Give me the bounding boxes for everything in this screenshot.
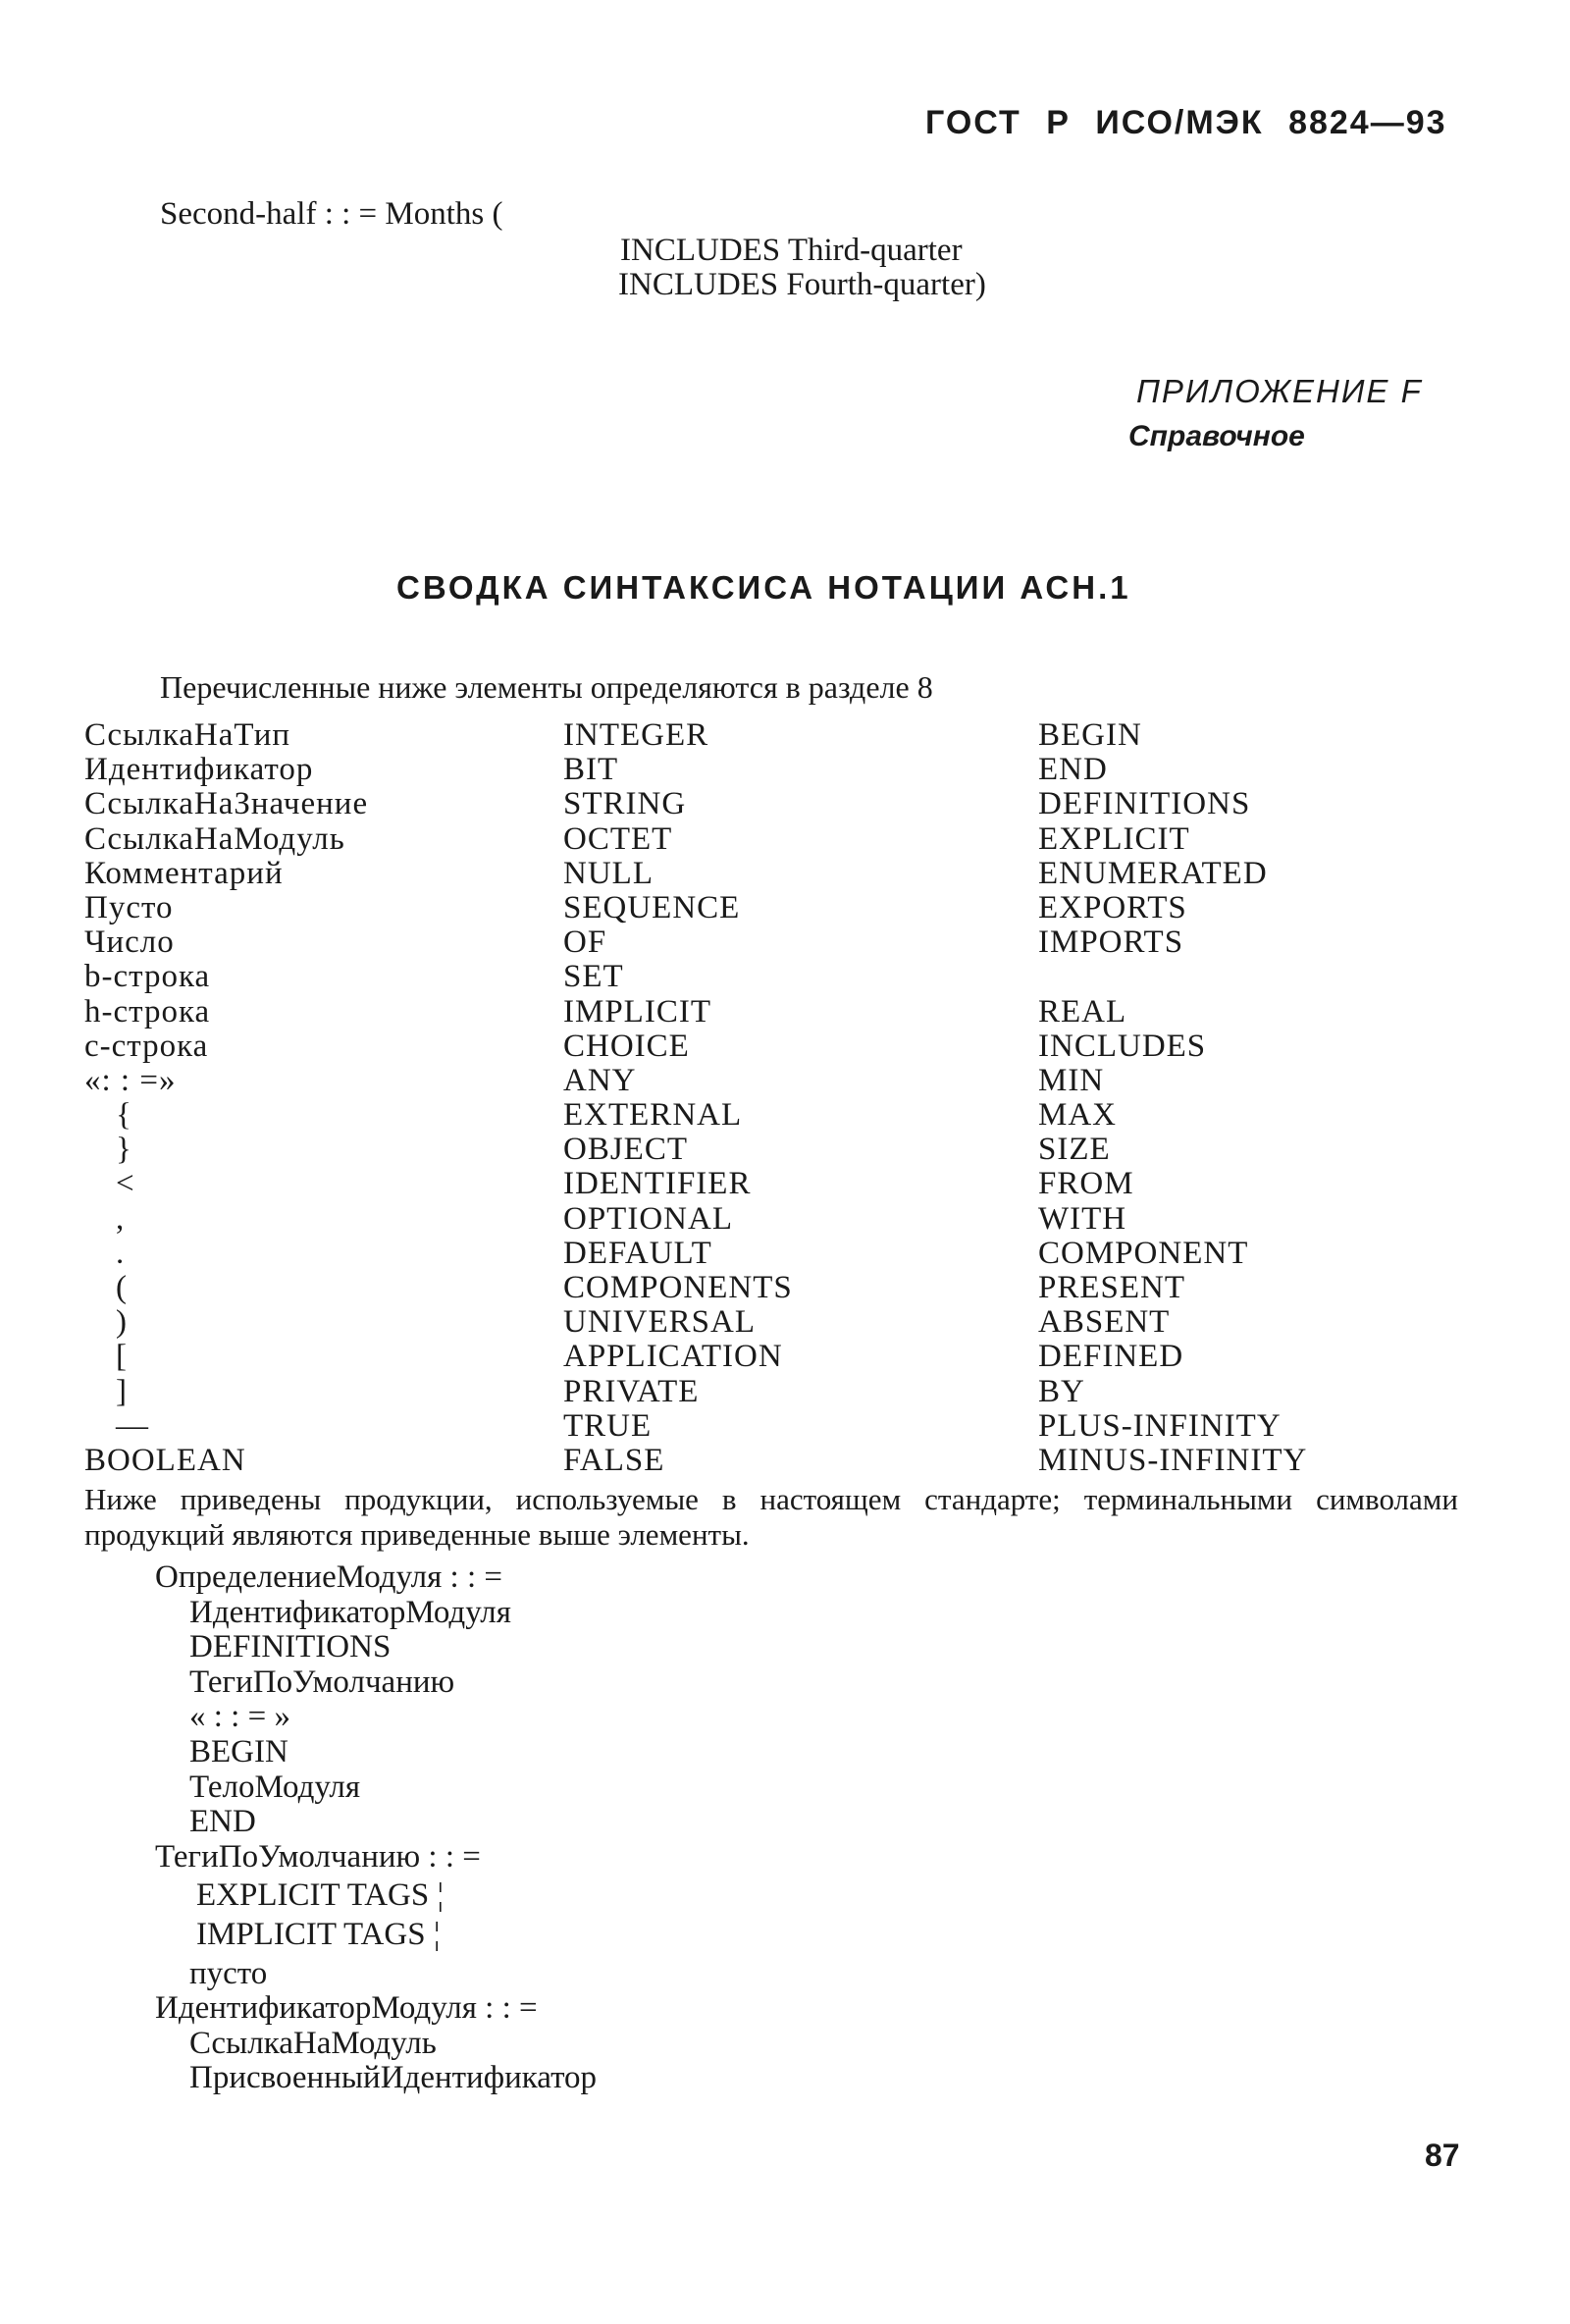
list-item: PRESENT	[1038, 1270, 1186, 1305]
list-item: ANY	[563, 1062, 637, 1098]
production-item: BEGIN	[189, 1733, 288, 1769]
list-item: INTEGER	[563, 717, 709, 753]
production-item: ИдентификаторМодуля	[189, 1594, 511, 1630]
production-item: ТегиПоУмолчанию	[189, 1664, 455, 1700]
second-half-includes-fourth: INCLUDES Fourth-quarter)	[618, 267, 986, 302]
list-item: COMPONENTS	[563, 1270, 793, 1305]
production-item: ПрисвоенныйИдентификатор	[189, 2060, 598, 2096]
list-item: СсылкаНаМодуль	[84, 820, 345, 857]
list-item: ENUMERATED	[1038, 855, 1268, 891]
list-item: EXPORTS	[1038, 889, 1187, 925]
list-item: EXPLICIT	[1038, 820, 1190, 857]
list-item: ,	[116, 1200, 126, 1237]
list-item: —	[116, 1407, 149, 1444]
list-item: (	[116, 1270, 128, 1305]
list-item: SET	[563, 959, 624, 995]
list-item: CHOICE	[563, 1028, 690, 1064]
production-module-identifier: ИдентификаторМодуля : : =	[155, 1990, 538, 2027]
list-item: <	[116, 1166, 135, 1202]
elements-column-2	[563, 718, 793, 1478]
list-item: FROM	[1038, 1166, 1134, 1202]
list-item: TRUE	[563, 1407, 653, 1444]
list-item: с-строка	[84, 1028, 209, 1064]
section-title: СВОДКА СИНТАКСИСА НОТАЦИИ АСН.1	[396, 569, 1131, 606]
production-item: пусто	[189, 1955, 268, 1991]
list-item: REAL	[1038, 993, 1127, 1030]
list-item: ]	[116, 1373, 128, 1409]
list-item: Число	[84, 924, 175, 961]
list-item: BY	[1038, 1373, 1085, 1409]
list-item: DEFAULT	[563, 1235, 712, 1271]
list-item: OPTIONAL	[563, 1200, 733, 1237]
list-item: FALSE	[563, 1442, 665, 1478]
list-item: IMPLICIT	[563, 993, 711, 1030]
list-item: {	[116, 1097, 132, 1134]
list-item: DEFINED	[1038, 1339, 1184, 1375]
list-item: COMPONENT	[1038, 1235, 1249, 1271]
list-item: BOOLEAN	[84, 1442, 246, 1478]
production-tag-default: ТегиПоУмолчанию : : =	[155, 1838, 481, 1875]
list-item: [	[116, 1339, 128, 1375]
production-item: DEFINITIONS	[189, 1629, 392, 1665]
intro-text: Перечисленные ниже элементы определяются в разделе 8	[160, 669, 933, 705]
list-item: }	[116, 1132, 132, 1168]
list-item: STRING	[563, 786, 687, 822]
list-item: IMPORTS	[1038, 924, 1184, 961]
list-item: СсылкаНаЗначение	[84, 786, 369, 822]
list-item: UNIVERSAL	[563, 1304, 756, 1341]
list-item: BEGIN	[1038, 717, 1142, 753]
page-number: 87	[1425, 2138, 1460, 2173]
list-item: Пусто	[84, 889, 174, 925]
document-header: ГОСТ Р ИСО/МЭК 8824—93	[925, 104, 1447, 141]
second-half-line: Second-half : : = Months (	[160, 196, 503, 232]
list-item: OF	[563, 924, 607, 961]
production-item: IMPLICIT TAGS ¦	[196, 1916, 441, 1952]
elements-column-3	[1038, 718, 1307, 1478]
production-item: ТелоМодуля	[189, 1769, 361, 1805]
appendix-subtitle: Справочное	[1128, 420, 1305, 452]
list-item: Идентификатор	[84, 752, 314, 788]
list-item: INCLUDES	[1038, 1028, 1207, 1064]
list-item: BIT	[563, 752, 619, 788]
production-item: « : : = »	[189, 1699, 290, 1735]
list-item: END	[1038, 752, 1108, 788]
second-half-includes-third: INCLUDES Third-quarter	[620, 233, 963, 268]
list-item: APPLICATION	[563, 1339, 783, 1375]
production-item: EXPLICIT TAGS ¦	[196, 1877, 445, 1914]
list-item: h-строка	[84, 993, 211, 1030]
list-item	[1038, 960, 1307, 994]
list-item: СсылкаНаТип	[84, 717, 291, 753]
list-item: OCTET	[563, 820, 673, 857]
list-item: OBJECT	[563, 1132, 689, 1168]
list-item: SIZE	[1038, 1132, 1111, 1168]
production-item: СсылкаНаМодуль	[189, 2025, 437, 2061]
list-item: IDENTIFIER	[563, 1166, 752, 1202]
list-item: MIN	[1038, 1062, 1105, 1098]
list-item: PLUS-INFINITY	[1038, 1407, 1282, 1444]
list-item: MAX	[1038, 1097, 1118, 1134]
list-item: Комментарий	[84, 855, 284, 891]
productions-paragraph: Ниже приведены продукции, используемые в настоящем стандарте; терминальными символами продукций являются приведенные выше элементы.	[84, 1482, 1458, 1552]
list-item: WITH	[1038, 1200, 1127, 1237]
list-item: DEFINITIONS	[1038, 786, 1251, 822]
list-item: «: : =»	[84, 1062, 177, 1098]
elements-column-1	[84, 718, 368, 1478]
appendix-title: ПРИЛОЖЕНИЕ F	[1136, 373, 1423, 409]
list-item: ABSENT	[1038, 1304, 1171, 1341]
list-item: .	[116, 1235, 126, 1271]
production-module-definition: ОпределениеМодуля : : =	[155, 1559, 502, 1595]
production-item: END	[189, 1804, 256, 1840]
grammar-productions	[155, 1560, 597, 2096]
list-item: EXTERNAL	[563, 1097, 743, 1134]
list-item: )	[116, 1304, 128, 1341]
list-item: b-строка	[84, 959, 211, 995]
list-item: PRIVATE	[563, 1373, 700, 1409]
list-item: MINUS-INFINITY	[1038, 1442, 1308, 1478]
list-item: NULL	[563, 855, 654, 891]
list-item: SEQUENCE	[563, 889, 741, 925]
